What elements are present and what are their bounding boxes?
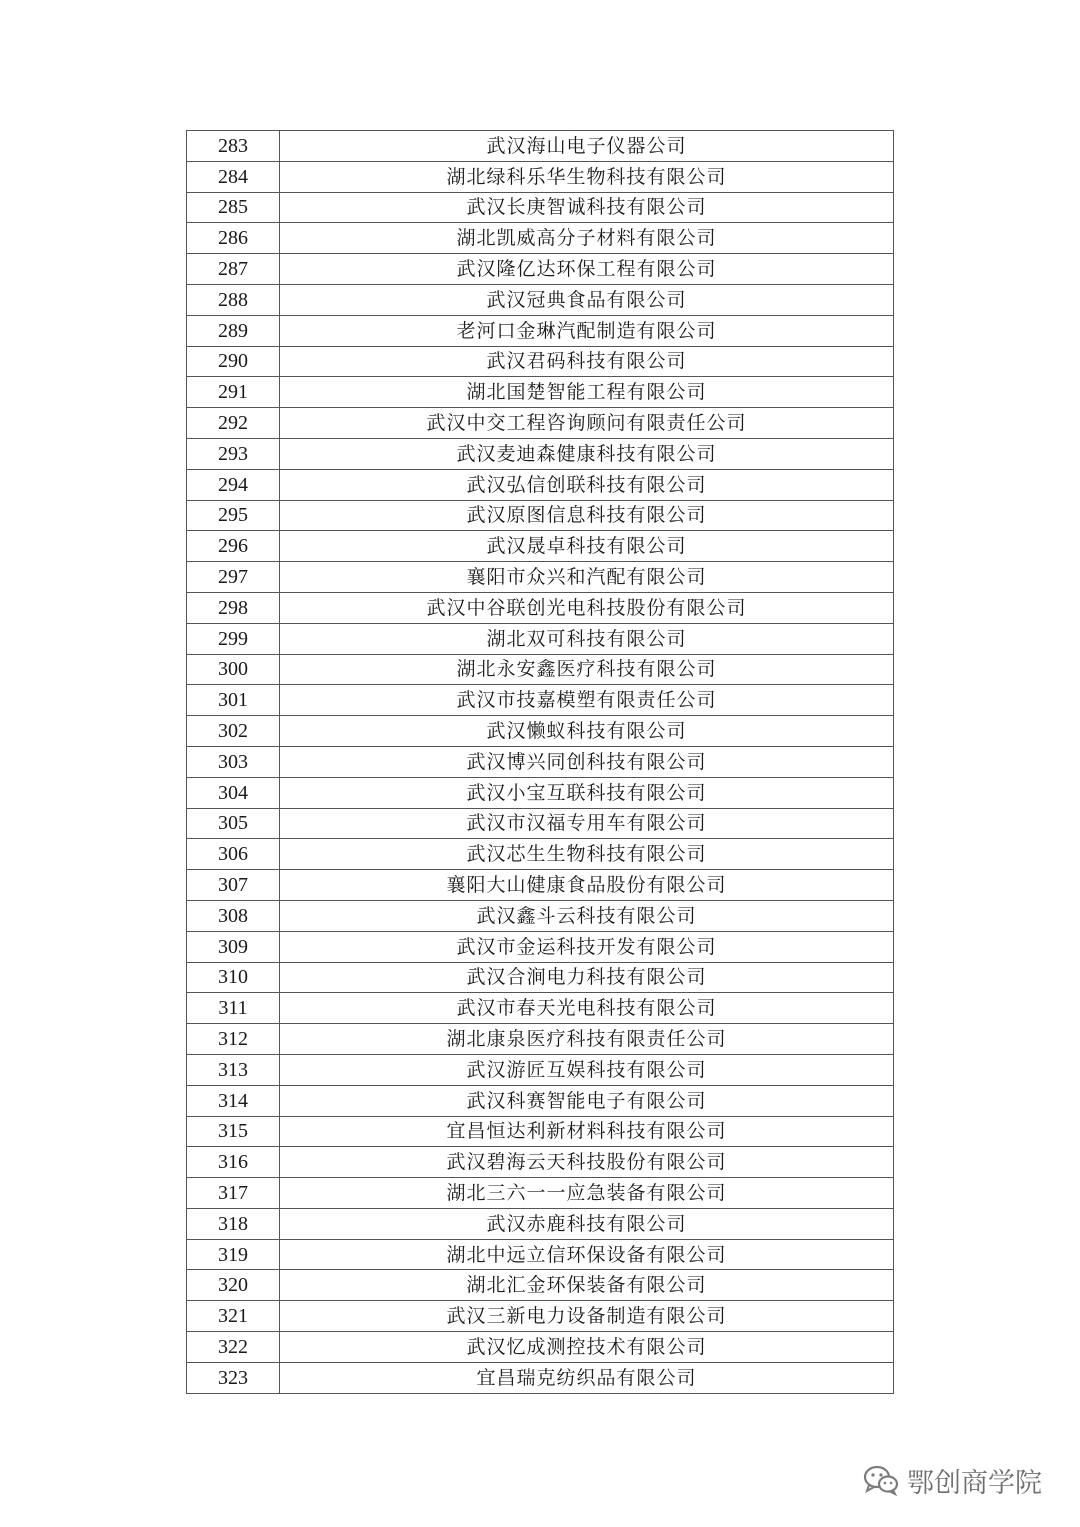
company-name-cell: 湖北国楚智能工程有限公司 [280,377,894,408]
table-row [187,562,894,593]
company-name-cell: 武汉游匠互娱科技有限公司 [280,1054,894,1085]
table-row [187,746,894,777]
row-number-cell: 302 [187,716,280,747]
company-name-cell: 湖北汇金环保装备有限公司 [280,1270,894,1301]
table-row [187,1054,894,1085]
company-name-cell: 武汉芯生生物科技有限公司 [280,839,894,870]
table-row [187,808,894,839]
company-name-cell: 武汉三新电力设备制造有限公司 [280,1301,894,1332]
row-number-cell: 297 [187,562,280,593]
company-name-cell: 武汉隆亿达环保工程有限公司 [280,254,894,285]
watermark-text: 鄂创商学院 [907,1467,1042,1499]
table-row [187,531,894,562]
table-row [187,469,894,500]
table-row [187,931,894,962]
table-row [187,500,894,531]
row-number-cell: 300 [187,654,280,685]
company-name-cell: 老河口金琳汽配制造有限公司 [280,315,894,346]
wechat-icon [863,1464,899,1496]
row-number-cell: 321 [187,1301,280,1332]
row-number-cell: 320 [187,1270,280,1301]
company-name-cell: 湖北三六一一应急装备有限公司 [280,1178,894,1209]
company-list-table [186,130,894,1394]
row-number-cell: 316 [187,1147,280,1178]
company-name-cell: 武汉鑫斗云科技有限公司 [280,900,894,931]
company-name-cell: 武汉晟卓科技有限公司 [280,531,894,562]
table-row [187,777,894,808]
table-row [187,192,894,223]
watermark [863,1460,1042,1500]
table-row [187,1362,894,1393]
company-name-cell: 武汉懒蚁科技有限公司 [280,716,894,747]
table-row [187,315,894,346]
table-row [187,254,894,285]
company-name-cell: 湖北康泉医疗科技有限责任公司 [280,1024,894,1055]
row-number-cell: 305 [187,808,280,839]
row-number-cell: 308 [187,900,280,931]
row-number-cell: 284 [187,161,280,192]
table-row [187,685,894,716]
row-number-cell: 310 [187,962,280,993]
table-row [187,1178,894,1209]
table-row [187,716,894,747]
row-number-cell: 311 [187,993,280,1024]
row-number-cell: 288 [187,284,280,315]
company-name-cell: 武汉市春天光电科技有限公司 [280,993,894,1024]
row-number-cell: 323 [187,1362,280,1393]
row-number-cell: 317 [187,1178,280,1209]
row-number-cell: 286 [187,223,280,254]
company-name-cell: 武汉君码科技有限公司 [280,346,894,377]
row-number-cell: 287 [187,254,280,285]
row-number-cell: 296 [187,531,280,562]
company-name-cell: 武汉弘信创联科技有限公司 [280,469,894,500]
row-number-cell: 295 [187,500,280,531]
company-name-cell: 宜昌瑞克纺织品有限公司 [280,1362,894,1393]
table-row [187,962,894,993]
row-number-cell: 313 [187,1054,280,1085]
company-name-cell: 武汉原图信息科技有限公司 [280,500,894,531]
company-name-cell: 湖北中远立信环保设备有限公司 [280,1239,894,1270]
company-name-cell: 湖北永安鑫医疗科技有限公司 [280,654,894,685]
row-number-cell: 283 [187,131,280,162]
table-row [187,1147,894,1178]
table-row [187,1270,894,1301]
table-row [187,377,894,408]
table-row [187,161,894,192]
row-number-cell: 304 [187,777,280,808]
company-name-cell: 湖北凯威高分子材料有限公司 [280,223,894,254]
company-name-cell: 宜昌恒达利新材料科技有限公司 [280,1116,894,1147]
row-number-cell: 303 [187,746,280,777]
row-number-cell: 306 [187,839,280,870]
company-name-cell: 襄阳市众兴和汽配有限公司 [280,562,894,593]
table-row [187,408,894,439]
row-number-cell: 289 [187,315,280,346]
row-number-cell: 312 [187,1024,280,1055]
table-row [187,1116,894,1147]
row-number-cell: 293 [187,438,280,469]
table-row [187,1024,894,1055]
table-row [187,284,894,315]
company-name-cell: 武汉长庚智诚科技有限公司 [280,192,894,223]
row-number-cell: 285 [187,192,280,223]
table-row [187,654,894,685]
row-number-cell: 309 [187,931,280,962]
company-name-cell: 武汉碧海云天科技股份有限公司 [280,1147,894,1178]
row-number-cell: 301 [187,685,280,716]
row-number-cell: 298 [187,592,280,623]
table-row [187,993,894,1024]
table-row [187,839,894,870]
table-row [187,1301,894,1332]
company-name-cell: 武汉市技嘉模塑有限责任公司 [280,685,894,716]
company-name-cell: 武汉小宝互联科技有限公司 [280,777,894,808]
table-row [187,1332,894,1363]
table-row [187,438,894,469]
company-name-cell: 武汉合涧电力科技有限公司 [280,962,894,993]
table-row [187,900,894,931]
company-name-cell: 湖北绿科乐华生物科技有限公司 [280,161,894,192]
company-name-cell: 武汉中谷联创光电科技股份有限公司 [280,592,894,623]
company-name-cell: 武汉冠典食品有限公司 [280,284,894,315]
row-number-cell: 318 [187,1208,280,1239]
row-number-cell: 322 [187,1332,280,1363]
company-name-cell: 武汉科赛智能电子有限公司 [280,1085,894,1116]
table-row [187,131,894,162]
row-number-cell: 294 [187,469,280,500]
row-number-cell: 292 [187,408,280,439]
row-number-cell: 290 [187,346,280,377]
table-row [187,870,894,901]
company-name-cell: 襄阳大山健康食品股份有限公司 [280,870,894,901]
table-row [187,623,894,654]
row-number-cell: 307 [187,870,280,901]
table-row [187,1085,894,1116]
table-body [187,131,894,1394]
row-number-cell: 315 [187,1116,280,1147]
row-number-cell: 314 [187,1085,280,1116]
company-name-cell: 武汉麦迪森健康科技有限公司 [280,438,894,469]
company-name-cell: 武汉市汉福专用车有限公司 [280,808,894,839]
company-name-cell: 武汉海山电子仪器公司 [280,131,894,162]
row-number-cell: 319 [187,1239,280,1270]
company-name-cell: 武汉赤鹿科技有限公司 [280,1208,894,1239]
table-row [187,592,894,623]
company-name-cell: 武汉博兴同创科技有限公司 [280,746,894,777]
company-name-cell: 武汉忆成测控技术有限公司 [280,1332,894,1363]
company-name-cell: 湖北双可科技有限公司 [280,623,894,654]
row-number-cell: 291 [187,377,280,408]
company-name-cell: 武汉中交工程咨询顾问有限责任公司 [280,408,894,439]
table-row [187,346,894,377]
table-row [187,223,894,254]
table-row [187,1208,894,1239]
table-row [187,1239,894,1270]
company-name-cell: 武汉市金运科技开发有限公司 [280,931,894,962]
row-number-cell: 299 [187,623,280,654]
